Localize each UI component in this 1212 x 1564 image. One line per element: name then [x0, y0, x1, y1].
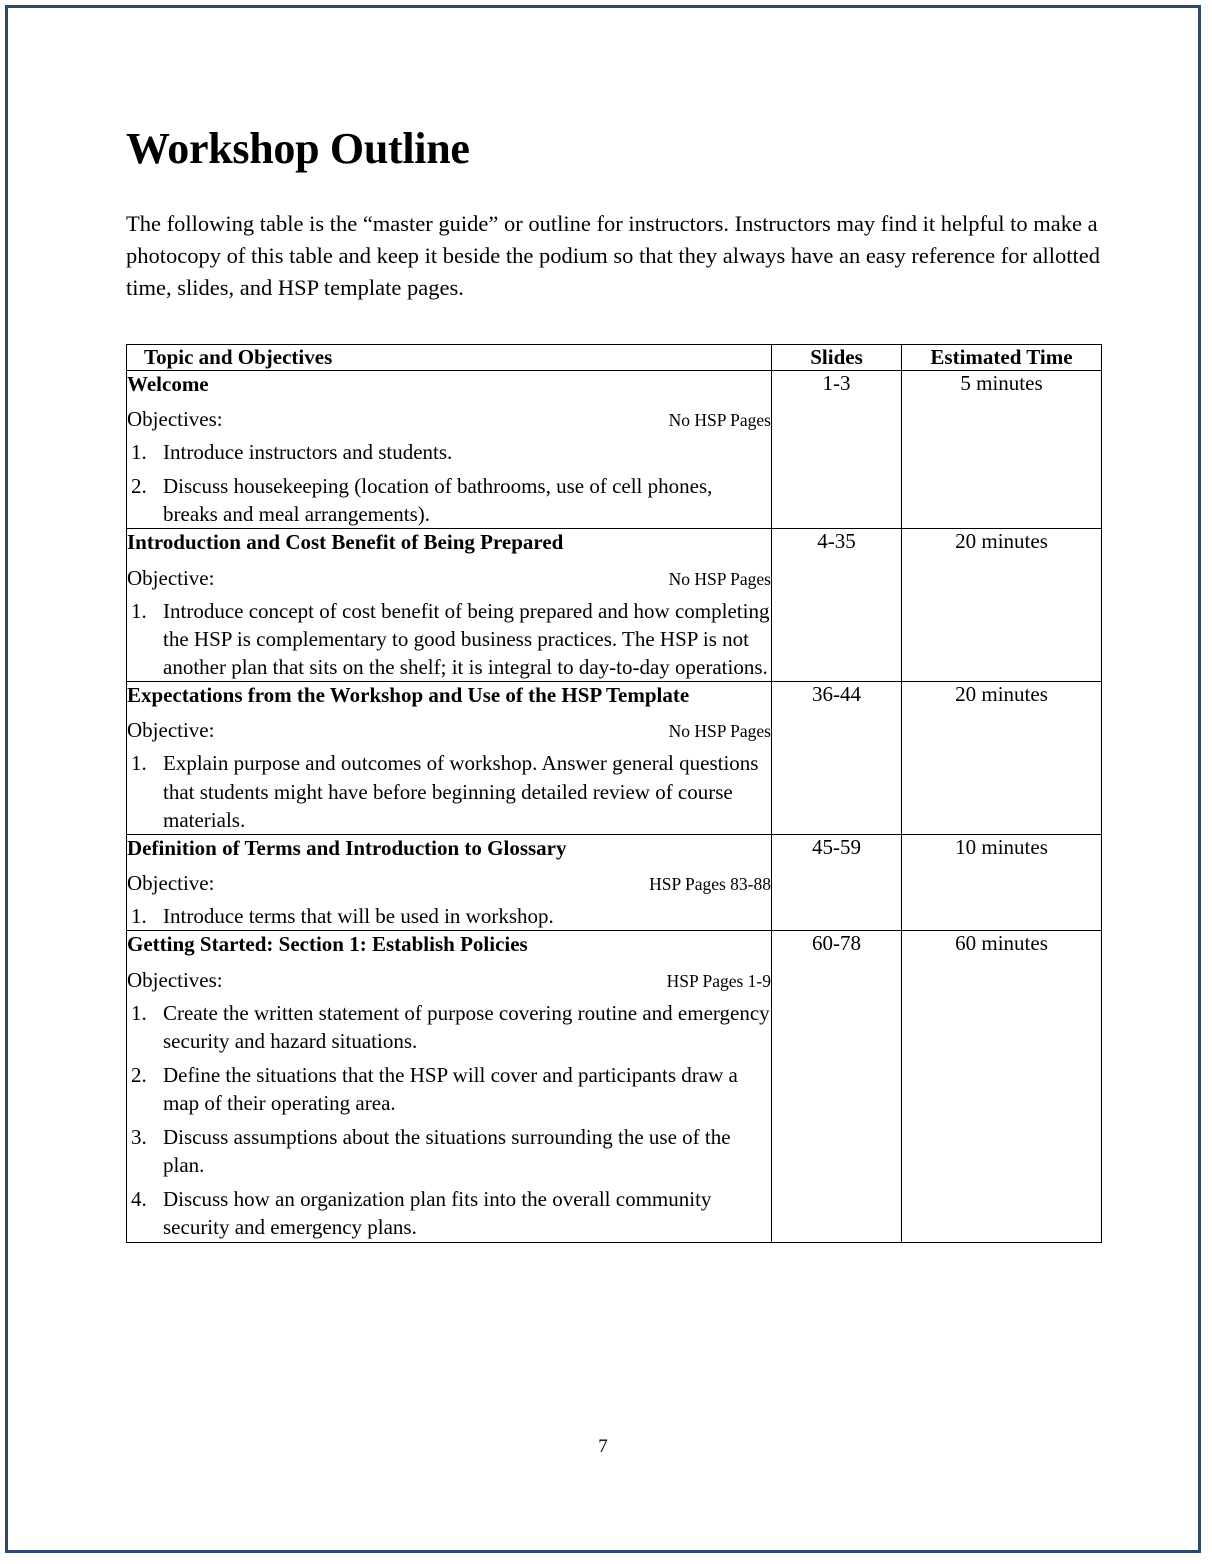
table-row	[127, 529, 1102, 682]
objectives-list	[127, 438, 771, 528]
objectives-header	[127, 968, 771, 993]
page-canvas	[8, 8, 1198, 1550]
list-item-number: 2.	[131, 1062, 147, 1087]
time-cell: 5 minutes	[902, 370, 1102, 529]
column-header-topic: Topic and Objectives	[127, 344, 772, 370]
objectives-list	[127, 597, 771, 681]
topic-cell	[127, 682, 772, 835]
objectives-label: Objectives:	[127, 407, 223, 432]
list-item	[127, 597, 771, 681]
page-title: Workshop Outline	[126, 124, 470, 173]
topic-title: Getting Started: Section 1: Establish Policies	[127, 932, 528, 957]
slides-cell: 45-59	[772, 834, 902, 930]
page-number: 7	[598, 1436, 608, 1457]
objectives-list	[127, 902, 771, 930]
intro-paragraph: The following table is the “master guide” or outline for instructors. Instructors may find it helpful to make a photocopy of this table and keep it beside the podium so that they always have an easy reference for allotted time, slides, and HSP template pages.	[126, 211, 1101, 300]
table-header-row	[127, 344, 1102, 370]
list-item-number: 1.	[131, 751, 147, 776]
table-row	[127, 682, 1102, 835]
topic-title: Introduction and Cost Benefit of Being Prepared	[127, 530, 564, 555]
slides-cell: 4-35	[772, 529, 902, 682]
topic-cell	[127, 931, 772, 1242]
list-item-number: 1.	[131, 1000, 147, 1025]
time-cell: 20 minutes	[902, 682, 1102, 835]
topic-cell	[127, 529, 772, 682]
list-item-number: 1.	[131, 904, 147, 929]
slides-cell: 36-44	[772, 682, 902, 835]
objectives-label: Objective:	[127, 871, 215, 896]
list-item	[127, 902, 771, 930]
hsp-pages-note: No HSP Pages	[668, 568, 771, 589]
list-item-number: 4.	[131, 1187, 147, 1212]
workshop-outline-table	[126, 344, 1102, 1243]
objectives-header	[127, 566, 771, 591]
topic-title: Welcome	[127, 371, 209, 396]
list-item	[127, 438, 771, 466]
list-item-number: 2.	[131, 474, 147, 499]
objectives-header	[127, 407, 771, 432]
list-item-number: 1.	[131, 598, 147, 623]
objectives-header	[127, 718, 771, 743]
objectives-list	[127, 999, 771, 1242]
list-item	[127, 1061, 771, 1117]
topic-cell	[127, 834, 772, 930]
objectives-label: Objective:	[127, 718, 215, 743]
slides-cell: 60-78	[772, 931, 902, 1242]
table-row	[127, 370, 1102, 529]
topic-cell	[127, 370, 772, 529]
list-item	[127, 749, 771, 833]
list-item-text: Create the written statement of purpose covering routine and emergency security and hazard situations.	[163, 1000, 770, 1053]
hsp-pages-note: No HSP Pages	[668, 410, 771, 431]
hsp-pages-note: HSP Pages 1-9	[666, 970, 771, 991]
list-item-text: Introduce instructors and students.	[163, 440, 453, 465]
list-item	[127, 999, 771, 1055]
hsp-pages-note: No HSP Pages	[668, 721, 771, 742]
list-item-number: 3.	[131, 1125, 147, 1150]
objectives-label: Objective:	[127, 565, 215, 590]
slides-cell: 1-3	[772, 370, 902, 529]
list-item-number: 1.	[131, 440, 147, 465]
time-cell: 60 minutes	[902, 931, 1102, 1242]
list-item-text: Discuss how an organization plan fits into the overall community security and emergency plans.	[163, 1187, 712, 1240]
list-item-text: Explain purpose and outcomes of workshop. Answer general questions that students might have before beginning detailed review of course materials.	[163, 751, 759, 832]
time-cell: 10 minutes	[902, 834, 1102, 930]
column-header-time: Estimated Time	[902, 344, 1102, 370]
list-item-text: Introduce terms that will be used in workshop.	[163, 904, 554, 929]
table-body	[127, 370, 1102, 1242]
objectives-label: Objectives:	[127, 967, 223, 992]
document-content	[126, 123, 1101, 1243]
list-item	[127, 472, 771, 528]
list-item	[127, 1123, 771, 1179]
topic-title: Definition of Terms and Introduction to Glossary	[127, 835, 567, 860]
list-item	[127, 1185, 771, 1241]
list-item-text: Discuss assumptions about the situations surrounding the use of the plan.	[163, 1125, 731, 1178]
table-row	[127, 931, 1102, 1242]
column-header-slides: Slides	[772, 344, 902, 370]
page-border	[5, 5, 1201, 1553]
list-item-text: Define the situations that the HSP will cover and participants draw a map of their operating area.	[163, 1062, 738, 1115]
topic-title: Expectations from the Workshop and Use of the HSP Template	[127, 683, 690, 708]
list-item-text: Introduce concept of cost benefit of being prepared and how completing the HSP is complementary to good business practices. The HSP is not another plan that sits on the shelf; it is integral to day-to-day operations.	[163, 598, 770, 680]
list-item-text: Discuss housekeeping (location of bathrooms, use of cell phones, breaks and meal arrangements).	[163, 474, 713, 527]
table-row	[127, 834, 1102, 930]
objectives-header	[127, 871, 771, 896]
hsp-pages-note: HSP Pages 83-88	[649, 874, 771, 895]
objectives-list	[127, 749, 771, 833]
time-cell: 20 minutes	[902, 529, 1102, 682]
